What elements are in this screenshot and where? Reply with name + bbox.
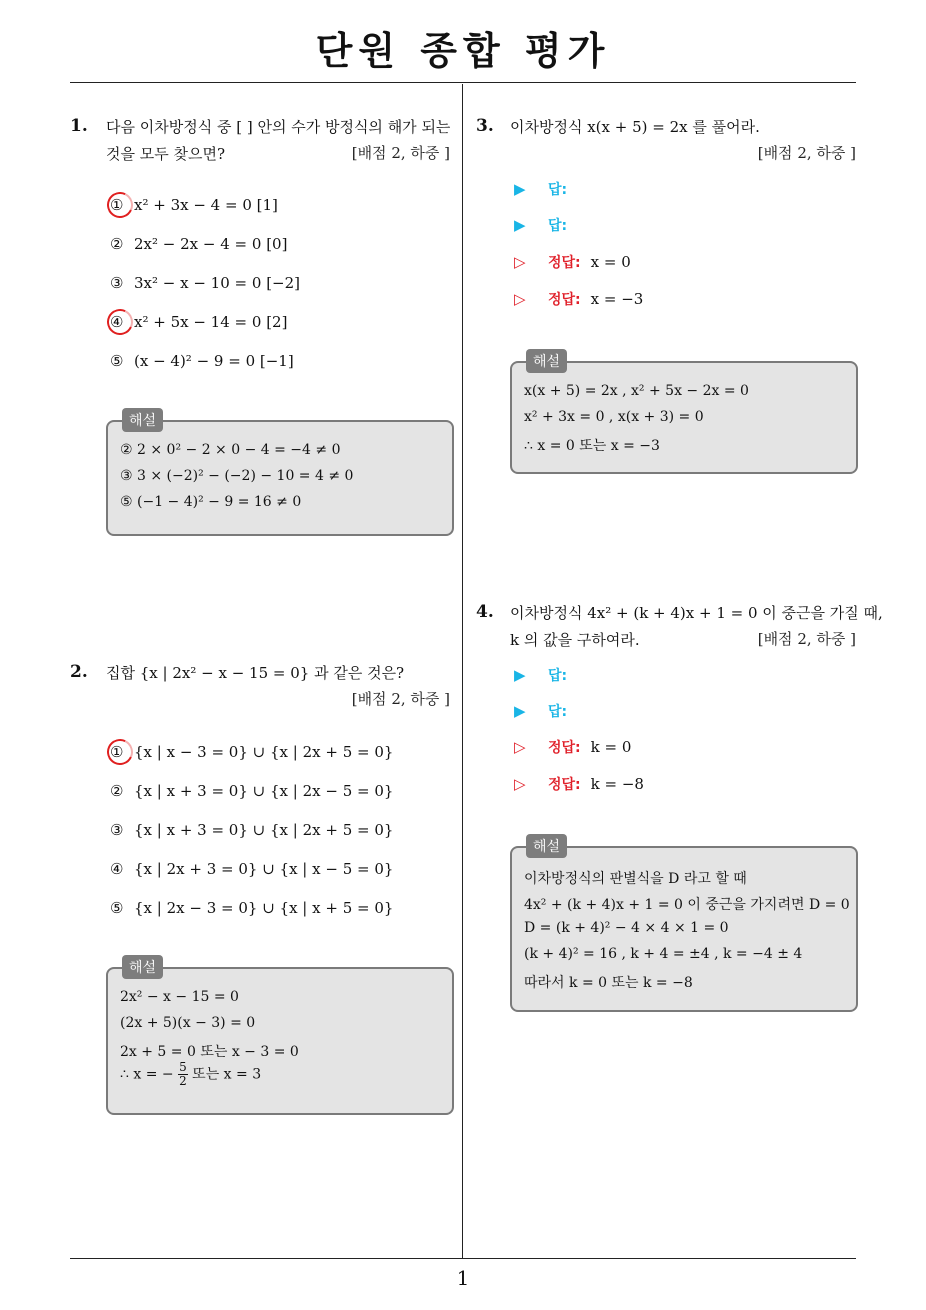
- explanation-line: ② 2 × 0² − 2 × 0 − 4 = −4 ≠ 0: [120, 442, 341, 458]
- fraction: [178, 1061, 188, 1088]
- bottom-rule: [70, 1258, 856, 1259]
- choice-5[interactable]: [110, 350, 294, 372]
- choice-number: ①: [110, 743, 124, 761]
- play-outline-icon: ▷: [514, 290, 526, 308]
- choice-expression: {x | x + 3 = 0} ∪ {x | 2x + 5 = 0}: [134, 821, 394, 839]
- question-text-line: 것을 모두 찾으면?: [106, 145, 226, 163]
- answer-label: 정답:: [548, 292, 581, 308]
- fraction-denominator: 2: [179, 1074, 187, 1088]
- choice-2[interactable]: [110, 780, 393, 802]
- choice-expression: {x | 2x + 3 = 0} ∪ {x | x − 5 = 0}: [134, 860, 394, 878]
- explanation-line: (k + 4)² = 16 , k + 4 = ±4 , k = −4 ± 4: [524, 946, 803, 962]
- question-number: 4.: [476, 602, 494, 622]
- choice-number: ①: [110, 196, 124, 214]
- explanation-text: ∴ x = −: [120, 1066, 174, 1083]
- correct-answer-1: [514, 736, 631, 758]
- answer-label: 답:: [548, 704, 568, 720]
- answer-value: k = 0: [590, 738, 632, 756]
- question-text-line: 이차방정식 4x² + (k + 4)x + 1 = 0 이 중근을 가질 때,: [510, 604, 883, 622]
- choice-expression: (x − 4)² − 9 = 0 [−1]: [134, 352, 294, 370]
- choice-expression: {x | x + 3 = 0} ∪ {x | 2x − 5 = 0}: [134, 782, 394, 800]
- answer-input-2[interactable]: [514, 700, 577, 722]
- answer-value: k = −8: [590, 775, 644, 793]
- choice-4[interactable]: [110, 311, 287, 333]
- answer-value: x = 0: [590, 253, 631, 271]
- explanation-line: 따라서 k = 0 또는 k = −8: [524, 975, 693, 991]
- choice-number: ②: [110, 235, 124, 253]
- choice-3[interactable]: [110, 819, 393, 841]
- choice-expression: 3x² − x − 10 = 0 [−2]: [134, 274, 301, 292]
- explanation-line: 2x + 5 = 0 또는 x − 3 = 0: [120, 1044, 299, 1060]
- play-icon: ▶: [514, 180, 526, 198]
- choice-number: ④: [110, 860, 124, 878]
- correct-answer-2: [514, 288, 643, 310]
- question-text-line: 집합 {x | 2x² − x − 15 = 0} 과 같은 것은?: [106, 664, 405, 682]
- play-outline-icon: ▷: [514, 738, 526, 756]
- choice-expression: x² + 3x − 4 = 0 [1]: [134, 196, 278, 214]
- score-meta: [배점 2, 하중 ]: [351, 690, 450, 708]
- choice-2[interactable]: [110, 233, 287, 255]
- explanation-line: ∴ x = 0 또는 x = −3: [524, 438, 660, 454]
- score-meta: [배점 2, 하중 ]: [351, 144, 450, 162]
- answer-label: 답:: [548, 182, 568, 198]
- choice-number: ⑤: [110, 899, 124, 917]
- answer-value: x = −3: [590, 290, 644, 308]
- explanation-box: [510, 354, 858, 474]
- choice-expression: {x | x − 3 = 0} ∪ {x | 2x + 5 = 0}: [134, 743, 394, 761]
- choice-4[interactable]: [110, 858, 393, 880]
- explanation-line: 2x² − x − 15 = 0: [120, 989, 239, 1005]
- question-number: 3.: [476, 116, 494, 136]
- score-meta: [배점 2, 하중 ]: [757, 144, 856, 162]
- play-icon: ▶: [514, 216, 526, 234]
- question-number: 1.: [70, 116, 88, 136]
- choice-3[interactable]: [110, 272, 300, 294]
- answer-input-1[interactable]: [514, 664, 577, 686]
- question-number: 2.: [70, 662, 88, 682]
- explanation-line: ⑤ (−1 − 4)² − 9 = 16 ≠ 0: [120, 494, 302, 510]
- play-icon: ▶: [514, 702, 526, 720]
- answer-label: 답:: [548, 218, 568, 234]
- page-number: 1: [456, 1266, 470, 1290]
- play-outline-icon: ▷: [514, 775, 526, 793]
- explanation-line: 4x² + (k + 4)x + 1 = 0 이 중근을 가지려면 D = 0: [524, 897, 850, 913]
- answer-label: 답:: [548, 668, 568, 684]
- choice-number: ③: [110, 821, 124, 839]
- explanation-tag: 해설: [526, 349, 567, 373]
- answer-label: 정답:: [548, 777, 581, 793]
- page-title: 단원 종합 평가: [315, 29, 611, 73]
- play-icon: ▶: [514, 666, 526, 684]
- choice-1[interactable]: [110, 741, 393, 763]
- explanation-line: x(x + 5) = 2x , x² + 5x − 2x = 0: [524, 383, 749, 399]
- explanation-box: [106, 413, 454, 536]
- explanation-box: [510, 839, 858, 1012]
- answer-label: 정답:: [548, 740, 581, 756]
- question-text-line: 다음 이차방정식 중 [ ] 안의 수가 방정식의 해가 되는: [106, 118, 451, 136]
- play-outline-icon: ▷: [514, 253, 526, 271]
- column-divider: [462, 84, 463, 1258]
- correct-answer-1: [514, 251, 631, 273]
- choice-number: ②: [110, 782, 124, 800]
- explanation-line: [120, 1061, 261, 1088]
- choice-expression: 2x² − 2x − 4 = 0 [0]: [134, 235, 288, 253]
- explanation-line: (2x + 5)(x − 3) = 0: [120, 1015, 256, 1031]
- choice-expression: {x | 2x − 3 = 0} ∪ {x | x + 5 = 0}: [134, 899, 394, 917]
- choice-expression: x² + 5x − 14 = 0 [2]: [134, 313, 288, 331]
- answer-input-1[interactable]: [514, 178, 577, 200]
- explanation-line: D = (k + 4)² − 4 × 4 × 1 = 0: [524, 920, 729, 936]
- score-meta: [배점 2, 하중 ]: [757, 630, 856, 648]
- fraction-numerator: 5: [179, 1060, 187, 1074]
- explanation-tag: 해설: [122, 408, 163, 432]
- choice-5[interactable]: [110, 897, 393, 919]
- correct-answer-2: [514, 773, 644, 795]
- question-text-line: 이차방정식 x(x + 5) = 2x 를 풀어라.: [510, 118, 760, 136]
- answer-label: 정답:: [548, 255, 581, 271]
- question-text-line: k 의 값을 구하여라.: [510, 631, 640, 649]
- explanation-line: 이차방정식의 판별식을 D 라고 할 때: [524, 871, 747, 887]
- explanation-line: ③ 3 × (−2)² − (−2) − 10 = 4 ≠ 0: [120, 468, 354, 484]
- explanation-text: 또는 x = 3: [192, 1066, 262, 1083]
- explanation-box: [106, 960, 454, 1115]
- choice-number: ④: [110, 313, 124, 331]
- explanation-tag: 해설: [526, 834, 567, 858]
- answer-input-2[interactable]: [514, 214, 577, 236]
- choice-number: ③: [110, 274, 124, 292]
- explanation-line: x² + 3x = 0 , x(x + 3) = 0: [524, 409, 704, 425]
- choice-1[interactable]: [110, 194, 278, 216]
- top-rule: [70, 82, 856, 83]
- choice-number: ⑤: [110, 352, 124, 370]
- explanation-tag: 해설: [122, 955, 163, 979]
